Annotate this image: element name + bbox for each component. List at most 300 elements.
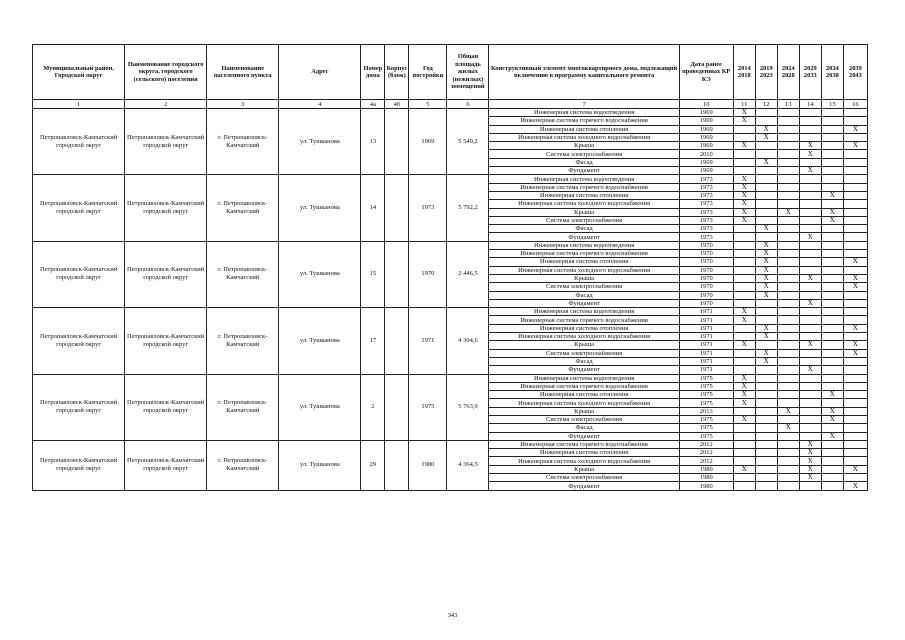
period-mark-cell	[733, 266, 755, 274]
element-name-cell: Система электроснабжения	[489, 283, 679, 291]
period-mark-cell: X	[755, 225, 777, 233]
element-name-cell: Фундамент	[489, 167, 679, 175]
period-mark-cell: X	[843, 341, 867, 349]
build-year-cell: 1980	[409, 440, 447, 490]
period-mark-cell	[755, 374, 777, 382]
element-name-cell: Крыша	[489, 208, 679, 216]
period-mark-cell	[777, 357, 799, 365]
period-mark-cell: X	[843, 465, 867, 473]
period-mark-cell	[821, 266, 843, 274]
element-name-cell: Инженерная система водоотведения	[489, 308, 679, 316]
period-mark-cell	[799, 432, 821, 440]
element-name-cell: Фундамент	[489, 432, 679, 440]
element-name-cell: Инженерная система горячего водоснабжения	[489, 382, 679, 390]
repair-date-cell: 1970	[679, 250, 733, 258]
period-mark-cell: X	[733, 142, 755, 150]
repair-date-cell: 1971	[679, 308, 733, 316]
period-mark-cell	[733, 125, 755, 133]
period-mark-cell	[843, 424, 867, 432]
period-mark-cell	[755, 142, 777, 150]
period-mark-cell	[733, 158, 755, 166]
street-cell: ул. Тушканова	[279, 308, 361, 374]
period-mark-cell	[733, 167, 755, 175]
period-mark-cell	[821, 333, 843, 341]
repair-date-cell: 1973	[679, 208, 733, 216]
period-mark-cell	[755, 432, 777, 440]
period-mark-cell	[821, 357, 843, 365]
period-mark-cell	[755, 208, 777, 216]
period-mark-cell	[777, 150, 799, 158]
period-mark-cell	[755, 474, 777, 482]
district-cell: Петропавловск-Камчатский городской округ	[33, 109, 125, 175]
period-mark-cell	[799, 291, 821, 299]
period-mark-cell	[777, 391, 799, 399]
period-mark-cell	[843, 374, 867, 382]
period-mark-cell: X	[821, 391, 843, 399]
repair-date-cell: 1971	[679, 366, 733, 374]
period-mark-cell	[755, 391, 777, 399]
repair-date-cell: 1973	[679, 200, 733, 208]
period-mark-cell	[821, 465, 843, 473]
period-mark-cell: X	[799, 465, 821, 473]
period-mark-cell	[733, 274, 755, 282]
table-row	[33, 241, 868, 249]
period-mark-cell	[733, 233, 755, 241]
house-number-cell: 29	[361, 440, 385, 490]
period-mark-cell	[755, 233, 777, 241]
period-mark-cell: X	[755, 283, 777, 291]
period-mark-cell: X	[733, 175, 755, 183]
period-mark-cell	[777, 175, 799, 183]
element-name-cell: Крыша	[489, 142, 679, 150]
column-number: 6	[447, 100, 489, 109]
period-mark-cell	[843, 208, 867, 216]
period-mark-cell	[843, 391, 867, 399]
period-mark-cell	[821, 142, 843, 150]
element-name-cell: Инженерная система отопления	[489, 191, 679, 199]
repair-date-cell: 1975	[679, 374, 733, 382]
period-mark-cell	[777, 308, 799, 316]
period-mark-cell	[821, 440, 843, 448]
period-mark-cell	[777, 125, 799, 133]
table-row	[33, 374, 868, 382]
house-number-cell: 2	[361, 374, 385, 440]
element-name-cell: Инженерная система отопления	[489, 324, 679, 332]
period-mark-cell	[777, 250, 799, 258]
period-mark-cell	[777, 457, 799, 465]
street-cell: ул. Тушканова	[279, 374, 361, 440]
period-mark-cell: X	[777, 407, 799, 415]
period-mark-cell	[821, 316, 843, 324]
period-mark-cell	[843, 200, 867, 208]
period-mark-cell	[755, 482, 777, 490]
repair-date-cell: 2012	[679, 457, 733, 465]
period-mark-cell	[843, 415, 867, 423]
period-mark-cell: X	[799, 366, 821, 374]
header-row	[33, 45, 868, 100]
repair-date-cell: 1971	[679, 341, 733, 349]
period-mark-cell	[777, 465, 799, 473]
table-row	[33, 440, 868, 448]
area-cell: 4 304,6	[447, 308, 489, 374]
period-mark-cell	[755, 150, 777, 158]
period-mark-cell: X	[755, 266, 777, 274]
repair-date-cell: 1980	[679, 474, 733, 482]
column-number-row	[33, 100, 868, 109]
period-mark-cell: X	[733, 200, 755, 208]
period-mark-cell	[799, 316, 821, 324]
element-name-cell: Инженерная система холодного водоснабжения	[489, 399, 679, 407]
period-mark-cell	[799, 250, 821, 258]
period-mark-cell	[777, 415, 799, 423]
repair-date-cell: 1970	[679, 241, 733, 249]
element-name-cell: Инженерная система отопления	[489, 449, 679, 457]
period-mark-cell	[843, 316, 867, 324]
period-mark-cell	[799, 133, 821, 141]
element-name-cell: Система электроснабжения	[489, 216, 679, 224]
period-mark-cell	[733, 424, 755, 432]
period-mark-cell	[777, 374, 799, 382]
locality-cell: г. Петропавловск-Камчатский	[207, 175, 279, 241]
period-mark-cell: X	[755, 274, 777, 282]
street-cell: ул. Тушканова	[279, 109, 361, 175]
period-mark-cell: X	[843, 349, 867, 357]
table-body	[33, 109, 868, 491]
settlement-cell: Петропавловск-Камчатский городской округ	[125, 374, 207, 440]
header-cell: Общая площадь жилых (нежилых) помещений	[447, 45, 489, 100]
period-mark-cell	[777, 324, 799, 332]
period-mark-cell: X	[755, 357, 777, 365]
period-mark-cell	[777, 274, 799, 282]
repair-date-cell: 2012	[679, 440, 733, 448]
street-cell: ул. Тушканова	[279, 440, 361, 490]
repair-date-cell: 1980	[679, 482, 733, 490]
column-number: 4б	[385, 100, 409, 109]
period-mark-cell	[733, 457, 755, 465]
header-cell: Корпус (блок)	[385, 45, 409, 100]
settlement-cell: Петропавловск-Камчатский городской округ	[125, 241, 207, 307]
period-mark-cell	[843, 133, 867, 141]
period-mark-cell	[821, 324, 843, 332]
block-cell	[385, 241, 409, 307]
period-mark-cell	[755, 465, 777, 473]
period-mark-cell: X	[799, 167, 821, 175]
period-mark-cell	[843, 241, 867, 249]
period-mark-cell	[843, 183, 867, 191]
period-mark-cell	[843, 308, 867, 316]
period-mark-cell	[777, 283, 799, 291]
column-number: 15	[821, 100, 843, 109]
period-mark-cell	[843, 407, 867, 415]
period-mark-cell: X	[843, 142, 867, 150]
column-number: 14	[799, 100, 821, 109]
period-mark-cell	[843, 440, 867, 448]
period-mark-cell	[821, 474, 843, 482]
period-mark-cell	[821, 117, 843, 125]
column-number: 2	[125, 100, 207, 109]
period-mark-cell	[821, 457, 843, 465]
element-name-cell: Фасад	[489, 225, 679, 233]
period-mark-cell	[843, 333, 867, 341]
period-mark-cell: X	[755, 241, 777, 249]
repair-date-cell: 1969	[679, 158, 733, 166]
element-name-cell: Инженерная система отопления	[489, 258, 679, 266]
header-cell: Наименование населенного пункта	[207, 45, 279, 100]
period-mark-cell	[755, 191, 777, 199]
period-mark-cell	[777, 117, 799, 125]
period-mark-cell: X	[733, 117, 755, 125]
column-number: 4	[279, 100, 361, 109]
district-cell: Петропавловск-Камчатский городской округ	[33, 241, 125, 307]
element-name-cell: Крыша	[489, 465, 679, 473]
element-name-cell: Крыша	[489, 341, 679, 349]
period-mark-cell: X	[799, 299, 821, 307]
period-mark-cell	[733, 150, 755, 158]
period-mark-cell	[843, 366, 867, 374]
element-name-cell: Фундамент	[489, 482, 679, 490]
table-row	[33, 109, 868, 117]
period-mark-cell	[777, 482, 799, 490]
period-mark-cell	[843, 216, 867, 224]
period-mark-cell	[777, 266, 799, 274]
header-cell: Дата ранее проведенных КР КЭ	[679, 45, 733, 100]
build-year-cell: 1973	[409, 175, 447, 241]
element-name-cell: Инженерная система холодного водоснабжения	[489, 333, 679, 341]
period-mark-cell	[843, 399, 867, 407]
period-mark-cell	[733, 440, 755, 448]
repair-date-cell: 1971	[679, 324, 733, 332]
period-mark-cell	[777, 474, 799, 482]
element-name-cell: Инженерная система холодного водоснабжения	[489, 457, 679, 465]
period-mark-cell	[733, 299, 755, 307]
repair-date-cell: 1971	[679, 357, 733, 365]
period-mark-cell	[733, 482, 755, 490]
period-mark-cell	[843, 158, 867, 166]
house-number-cell: 15	[361, 241, 385, 307]
period-mark-cell: X	[733, 391, 755, 399]
element-name-cell: Инженерная система холодного водоснабжения	[489, 266, 679, 274]
house-number-cell: 13	[361, 109, 385, 175]
period-mark-cell: X	[733, 465, 755, 473]
period-mark-cell: X	[733, 415, 755, 423]
period-mark-cell	[755, 308, 777, 316]
period-mark-cell	[733, 225, 755, 233]
period-mark-cell	[843, 291, 867, 299]
area-cell: 5 763,9	[447, 374, 489, 440]
locality-cell: г. Петропавловск-Камчатский	[207, 440, 279, 490]
period-mark-cell	[821, 308, 843, 316]
header-cell: 2024 2028	[777, 45, 799, 100]
repair-date-cell: 1973	[679, 191, 733, 199]
period-mark-cell	[821, 374, 843, 382]
period-mark-cell	[799, 382, 821, 390]
repair-date-cell: 1971	[679, 333, 733, 341]
period-mark-cell	[777, 109, 799, 117]
element-name-cell: Система электроснабжения	[489, 150, 679, 158]
repair-date-cell: 1970	[679, 274, 733, 282]
period-mark-cell	[777, 142, 799, 150]
period-mark-cell	[843, 233, 867, 241]
period-mark-cell	[777, 183, 799, 191]
area-cell: 2 446,5	[447, 241, 489, 307]
district-cell: Петропавловск-Камчатский городской округ	[33, 374, 125, 440]
header-cell: 2029 2033	[799, 45, 821, 100]
period-mark-cell	[733, 291, 755, 299]
period-mark-cell	[777, 341, 799, 349]
period-mark-cell	[733, 258, 755, 266]
period-mark-cell	[777, 225, 799, 233]
repair-date-cell: 1971	[679, 316, 733, 324]
period-mark-cell: X	[843, 274, 867, 282]
period-mark-cell: X	[733, 183, 755, 191]
period-mark-cell: X	[821, 216, 843, 224]
element-name-cell: Инженерная система холодного водоснабжения	[489, 200, 679, 208]
period-mark-cell	[755, 440, 777, 448]
period-mark-cell: X	[843, 283, 867, 291]
period-mark-cell	[799, 482, 821, 490]
header-cell: Номер дома	[361, 45, 385, 100]
period-mark-cell	[843, 382, 867, 390]
column-number: 11	[733, 100, 755, 109]
area-cell: 4 364,5	[447, 440, 489, 490]
period-mark-cell	[843, 225, 867, 233]
locality-cell: г. Петропавловск-Камчатский	[207, 109, 279, 175]
period-mark-cell	[843, 150, 867, 158]
period-mark-cell: X	[799, 150, 821, 158]
repair-date-cell: 1973	[679, 183, 733, 191]
period-mark-cell	[777, 333, 799, 341]
repair-date-cell: 2012	[679, 449, 733, 457]
period-mark-cell: X	[733, 399, 755, 407]
locality-cell: г. Петропавловск-Камчатский	[207, 374, 279, 440]
period-mark-cell: X	[799, 449, 821, 457]
period-mark-cell	[821, 291, 843, 299]
column-number: 10	[679, 100, 733, 109]
period-mark-cell	[733, 449, 755, 457]
period-mark-cell	[799, 117, 821, 125]
column-number: 16	[843, 100, 867, 109]
column-number: 12	[755, 100, 777, 109]
period-mark-cell	[821, 167, 843, 175]
block-cell	[385, 374, 409, 440]
page-number: 343	[447, 612, 458, 619]
period-mark-cell	[799, 349, 821, 357]
period-mark-cell	[733, 407, 755, 415]
period-mark-cell	[777, 133, 799, 141]
period-mark-cell: X	[733, 341, 755, 349]
period-mark-cell: X	[843, 125, 867, 133]
element-name-cell: Крыша	[489, 407, 679, 415]
column-number: 13	[777, 100, 799, 109]
period-mark-cell: X	[799, 457, 821, 465]
element-name-cell: Фундамент	[489, 233, 679, 241]
repair-date-cell: 1969	[679, 142, 733, 150]
period-mark-cell	[755, 415, 777, 423]
repair-date-cell: 1975	[679, 415, 733, 423]
period-mark-cell	[821, 424, 843, 432]
element-name-cell: Инженерная система водоотведения	[489, 374, 679, 382]
district-cell: Петропавловск-Камчатский городской округ	[33, 175, 125, 241]
repair-date-cell: 1970	[679, 266, 733, 274]
period-mark-cell: X	[799, 474, 821, 482]
area-cell: 5 792,2	[447, 175, 489, 241]
period-mark-cell	[821, 349, 843, 357]
period-mark-cell	[777, 200, 799, 208]
element-name-cell: Инженерная система водоотведения	[489, 109, 679, 117]
element-name-cell: Система электроснабжения	[489, 349, 679, 357]
period-mark-cell	[755, 117, 777, 125]
period-mark-cell	[843, 457, 867, 465]
period-mark-cell	[777, 366, 799, 374]
repair-date-cell: 1980	[679, 465, 733, 473]
settlement-cell: Петропавловск-Камчатский городской округ	[125, 175, 207, 241]
period-mark-cell	[843, 474, 867, 482]
element-name-cell: Фундамент	[489, 299, 679, 307]
build-year-cell: 1971	[409, 308, 447, 374]
period-mark-cell: X	[733, 109, 755, 117]
period-mark-cell: X	[777, 208, 799, 216]
header-cell: 2019 2023	[755, 45, 777, 100]
period-mark-cell	[733, 333, 755, 341]
period-mark-cell	[843, 250, 867, 258]
element-name-cell: Инженерная система горячего водоснабжения	[489, 183, 679, 191]
period-mark-cell	[777, 233, 799, 241]
header-cell: Муниципальный район, Городской округ	[33, 45, 125, 100]
document-page	[32, 44, 868, 491]
period-mark-cell	[821, 274, 843, 282]
period-mark-cell: X	[777, 424, 799, 432]
period-mark-cell	[821, 150, 843, 158]
repair-date-cell: 1971	[679, 349, 733, 357]
period-mark-cell	[733, 474, 755, 482]
period-mark-cell: X	[821, 191, 843, 199]
period-mark-cell	[777, 258, 799, 266]
period-mark-cell	[733, 283, 755, 291]
repair-date-cell: 1970	[679, 299, 733, 307]
period-mark-cell: X	[755, 291, 777, 299]
period-mark-cell	[777, 432, 799, 440]
repair-date-cell: 1973	[679, 225, 733, 233]
block-cell	[385, 175, 409, 241]
header-cell: 2034 2038	[821, 45, 843, 100]
period-mark-cell: X	[799, 142, 821, 150]
period-mark-cell: X	[755, 133, 777, 141]
element-name-cell: Инженерная система отопления	[489, 125, 679, 133]
period-mark-cell	[777, 291, 799, 299]
period-mark-cell	[799, 407, 821, 415]
period-mark-cell	[843, 299, 867, 307]
period-mark-cell: X	[733, 308, 755, 316]
build-year-cell: 1969	[409, 109, 447, 175]
build-year-cell: 1970	[409, 241, 447, 307]
element-name-cell: Инженерная система горячего водоснабжения	[489, 117, 679, 125]
period-mark-cell: X	[755, 349, 777, 357]
period-mark-cell	[777, 191, 799, 199]
period-mark-cell	[821, 233, 843, 241]
period-mark-cell	[799, 283, 821, 291]
repair-date-cell: 1970	[679, 291, 733, 299]
element-name-cell: Инженерная система водоотведения	[489, 241, 679, 249]
repair-date-cell: 1969	[679, 109, 733, 117]
period-mark-cell: X	[755, 250, 777, 258]
settlement-cell: Петропавловск-Камчатский городской округ	[125, 440, 207, 490]
element-name-cell: Фасад	[489, 291, 679, 299]
repair-date-cell: 1969	[679, 167, 733, 175]
period-mark-cell	[821, 283, 843, 291]
element-name-cell: Крыша	[489, 274, 679, 282]
period-mark-cell	[777, 382, 799, 390]
house-number-cell: 14	[361, 175, 385, 241]
